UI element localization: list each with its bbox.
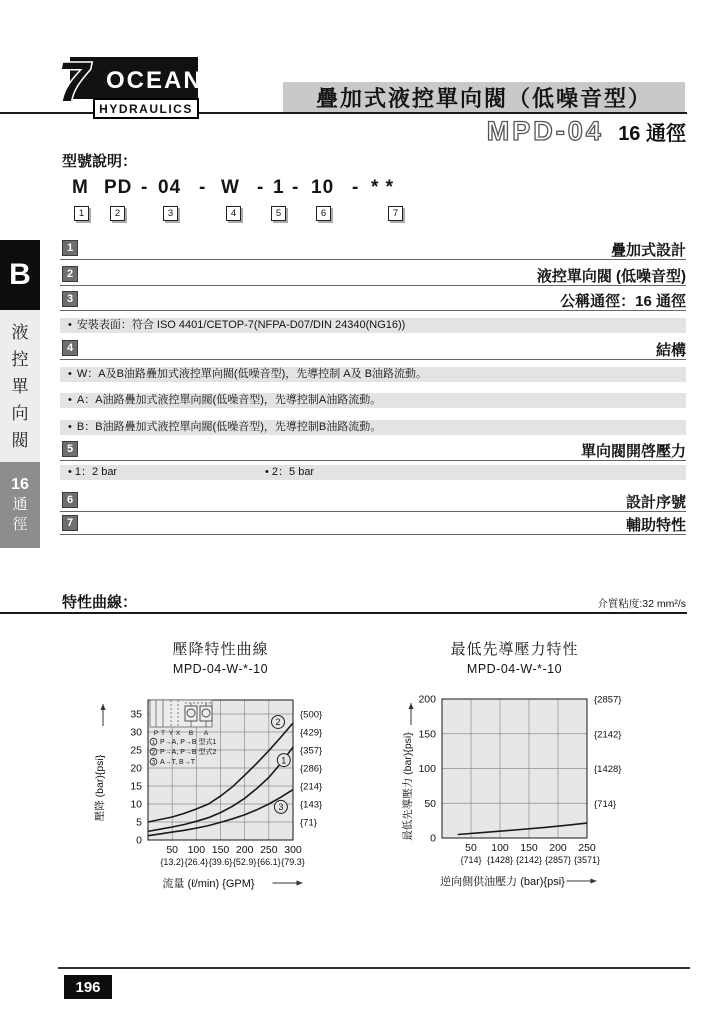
x-tick-label: 250 bbox=[260, 844, 278, 856]
code-separator: - bbox=[257, 177, 265, 198]
y-tick-label: 25 bbox=[130, 744, 142, 757]
y-tick-label: 0 bbox=[430, 832, 436, 845]
x-tick-label: 50 bbox=[465, 842, 477, 854]
y-tick-label: 10 bbox=[130, 798, 142, 811]
note-text: B：B油路疊加式液控單向閥(低噪音型)，先導控制B油路流動。 bbox=[76, 421, 382, 433]
x-tick-alt-label: {1428} bbox=[486, 855, 514, 865]
sidebar-size-badge bbox=[0, 462, 40, 548]
legend-number: 2 bbox=[151, 750, 156, 756]
brand-logo bbox=[58, 57, 200, 121]
bullet-icon: • bbox=[68, 368, 72, 380]
bullet-icon: • bbox=[68, 394, 72, 406]
code-separator: - bbox=[292, 177, 300, 198]
sidebar-size-unit-char: 通 bbox=[12, 496, 28, 513]
y-tick-alt-label: {357} bbox=[300, 745, 323, 757]
code-index-box: 1 bbox=[74, 206, 89, 221]
legend-number: 1 bbox=[151, 740, 156, 746]
x-tick-alt-label: {2142} bbox=[515, 855, 543, 865]
curves-heading: 特性曲線： bbox=[62, 594, 138, 611]
schematic-port-label: T bbox=[161, 730, 165, 737]
section-label: 液控單向閥 (低噪音型) bbox=[536, 268, 686, 285]
code-token: 1 bbox=[273, 177, 285, 198]
code-token: 10 bbox=[311, 177, 335, 198]
page-title-bar bbox=[283, 82, 685, 112]
viscosity-note: 介質粘度:32 mm²/s bbox=[597, 598, 686, 610]
bullet-icon: • bbox=[68, 319, 72, 331]
x-tick-label: 150 bbox=[211, 844, 230, 856]
y-tick-label: 35 bbox=[130, 708, 142, 721]
curve-number: 2 bbox=[275, 717, 281, 728]
y-tick-label: 100 bbox=[418, 763, 436, 775]
y-axis-title: 壓降 (bar){psi} bbox=[94, 754, 106, 822]
section-rule bbox=[60, 310, 686, 311]
code-separator: - bbox=[352, 177, 360, 198]
legend-number: 3 bbox=[151, 760, 156, 766]
y-tick-alt-label: {2142} bbox=[594, 729, 622, 741]
section-rule bbox=[60, 359, 686, 360]
sidebar-size-number: 16 bbox=[11, 476, 29, 493]
y-tick-alt-label: {1428} bbox=[594, 764, 622, 775]
sidebar-tab-b: B bbox=[0, 240, 40, 310]
y-tick-label: 20 bbox=[130, 762, 142, 775]
page-number: 196 bbox=[75, 978, 101, 996]
curves-rule bbox=[0, 612, 687, 614]
page-number-badge bbox=[64, 975, 112, 999]
section-rule bbox=[60, 511, 686, 512]
y-tick-alt-label: {143} bbox=[300, 799, 323, 811]
x-tick-alt-label: {26.4} bbox=[184, 857, 209, 867]
schematic-port-label: P bbox=[153, 730, 159, 737]
section-number-badge: 4 bbox=[62, 340, 78, 356]
code-token: 04 bbox=[158, 177, 182, 198]
schematic-port-label: B bbox=[188, 730, 194, 737]
code-token: M bbox=[72, 177, 89, 198]
code-separator: - bbox=[141, 177, 149, 198]
brand-sub: HYDRAULICS bbox=[99, 102, 193, 116]
y-tick-label: 150 bbox=[418, 728, 436, 741]
legend-entry: P→A, P→B 型式1 bbox=[160, 739, 217, 746]
x-tick-label: 200 bbox=[549, 842, 567, 854]
note-text: W：A及B油路疊加式液控單向閥(低噪音型)，先導控制 A及 B油路流動。 bbox=[76, 368, 428, 380]
y-tick-label: 5 bbox=[136, 816, 142, 829]
y-tick-alt-label: {714} bbox=[594, 798, 617, 810]
x-tick-label: 300 bbox=[284, 844, 302, 856]
y-tick-alt-label: {214} bbox=[300, 781, 323, 793]
section-number-badge: 5 bbox=[62, 441, 78, 457]
brand-name: OCEAN bbox=[106, 67, 200, 94]
code-index-box: 2 bbox=[110, 206, 125, 221]
sidebar-category bbox=[0, 310, 40, 462]
section-number-badge: 1 bbox=[62, 240, 78, 256]
sidebar-size-unit-char: 徑 bbox=[12, 516, 28, 533]
note-bar bbox=[60, 393, 686, 408]
y-tick-label: 30 bbox=[130, 726, 142, 739]
x-tick-label: 100 bbox=[491, 842, 509, 854]
x-tick-label: 100 bbox=[187, 844, 206, 856]
x-tick-alt-label: {39.6} bbox=[208, 857, 233, 867]
y-tick-alt-label: {500} bbox=[300, 709, 323, 721]
section-number-badge: 7 bbox=[62, 515, 78, 531]
model-section-heading: 型號說明： bbox=[62, 153, 138, 170]
sidebar-category-char: 閥 bbox=[11, 430, 29, 450]
model-size-label: 16 通徑 bbox=[618, 123, 686, 145]
footer-rule bbox=[58, 967, 690, 969]
min-pilot-pressure-chart bbox=[385, 678, 685, 920]
x-tick-alt-label: {13.2} bbox=[160, 857, 184, 867]
x-tick-label: 250 bbox=[578, 842, 596, 854]
brand-logo-art bbox=[58, 57, 200, 121]
curve-number: 1 bbox=[281, 755, 287, 766]
section-label: 結構 bbox=[655, 342, 686, 359]
note-text: • 1：2 bar bbox=[68, 466, 118, 478]
x-axis-title: 逆向側供油壓力 (bar){psi} bbox=[440, 876, 565, 888]
code-index-box: 4 bbox=[226, 206, 241, 221]
note-bar bbox=[60, 367, 686, 382]
schematic-port-label: Y bbox=[168, 730, 174, 737]
code-index-box: 6 bbox=[316, 206, 331, 221]
section-label: 公稱通徑：16 通徑 bbox=[560, 293, 686, 310]
sidebar-category-char: 單 bbox=[11, 376, 29, 396]
legend-entry: A→T, B→T bbox=[160, 759, 196, 766]
section-rule bbox=[60, 259, 686, 260]
sidebar-category-char: 控 bbox=[11, 349, 29, 369]
pressure-drop-chart bbox=[85, 678, 347, 920]
model-code-label: MPD-04 bbox=[486, 116, 604, 146]
x-tick-alt-label: {714} bbox=[460, 855, 482, 865]
y-tick-label: 15 bbox=[130, 780, 142, 793]
section-rule bbox=[60, 285, 686, 286]
code-token: * * bbox=[371, 177, 395, 198]
note-bar bbox=[60, 465, 686, 480]
section-rule bbox=[60, 534, 686, 535]
section-number-badge: 3 bbox=[62, 291, 78, 307]
model-line bbox=[0, 116, 686, 148]
section-label: 單向閥開啓壓力 bbox=[580, 443, 686, 460]
x-tick-label: 50 bbox=[166, 844, 179, 856]
chart-subtitle: MPD-04-W-*-10 bbox=[466, 662, 563, 676]
code-separator: - bbox=[199, 177, 207, 198]
y-axis-title: 最低先導壓力 (bar){psi} bbox=[402, 732, 414, 841]
sidebar-category-char: 向 bbox=[11, 403, 29, 423]
section-label: 設計序號 bbox=[625, 494, 686, 511]
note-text: 安裝表面：符合 ISO 4401/CETOP-7(NFPA-D07/DIN 24340(NG16)) bbox=[76, 319, 406, 331]
y-tick-alt-label: {429} bbox=[300, 727, 323, 739]
note-bar bbox=[60, 318, 686, 333]
page-title: 疊加式液控單向閥（低噪音型） bbox=[315, 85, 652, 111]
code-token: PD bbox=[104, 177, 133, 198]
y-tick-label: 50 bbox=[424, 797, 436, 810]
x-tick-alt-label: {2857} bbox=[544, 855, 572, 865]
schematic-port-label: X bbox=[175, 730, 181, 737]
x-tick-alt-label: {3571} bbox=[573, 855, 601, 865]
section-rule bbox=[60, 460, 686, 461]
chart-subtitle: MPD-04-W-*-10 bbox=[172, 662, 269, 676]
y-tick-alt-label: {286} bbox=[300, 763, 323, 775]
x-tick-alt-label: {66.1} bbox=[257, 857, 281, 867]
x-tick-alt-label: {52.9} bbox=[232, 857, 257, 867]
code-index-box: 5 bbox=[271, 206, 286, 221]
y-tick-label: 0 bbox=[136, 834, 142, 847]
x-axis-title: 流量 (ℓ/min) {GPM} bbox=[162, 878, 255, 890]
y-tick-label: 200 bbox=[418, 693, 436, 706]
bullet-icon: • bbox=[68, 421, 72, 433]
x-tick-alt-label: {79.3} bbox=[281, 857, 305, 867]
x-tick-label: 200 bbox=[235, 844, 254, 856]
section-number-badge: 2 bbox=[62, 266, 78, 282]
y-tick-alt-label: {71} bbox=[300, 817, 317, 829]
chart-title: 壓降特性曲線 bbox=[172, 641, 269, 658]
x-tick-label: 150 bbox=[520, 842, 538, 854]
code-index-box: 7 bbox=[388, 206, 403, 221]
chart-title: 最低先導壓力特性 bbox=[450, 641, 579, 658]
section-label: 疊加式設計 bbox=[610, 242, 686, 259]
y-tick-alt-label: {2857} bbox=[594, 694, 622, 706]
section-label: 輔助特性 bbox=[625, 517, 686, 534]
curve-number: 3 bbox=[278, 802, 284, 813]
code-index-box: 3 bbox=[163, 206, 178, 221]
section-number-badge: 6 bbox=[62, 492, 78, 508]
code-token: W bbox=[221, 177, 240, 198]
note-text: • 2：5 bar bbox=[265, 466, 315, 478]
seven-glyph: 7 bbox=[58, 57, 90, 113]
legend-entry: P→A, P→B 型式2 bbox=[160, 749, 217, 756]
schematic-port-label: A bbox=[203, 730, 209, 737]
sidebar-category-char: 液 bbox=[11, 322, 29, 342]
note-text: A：A油路疊加式液控單向閥(低噪音型)，先導控制A油路流動。 bbox=[76, 394, 382, 406]
note-bar bbox=[60, 420, 686, 435]
